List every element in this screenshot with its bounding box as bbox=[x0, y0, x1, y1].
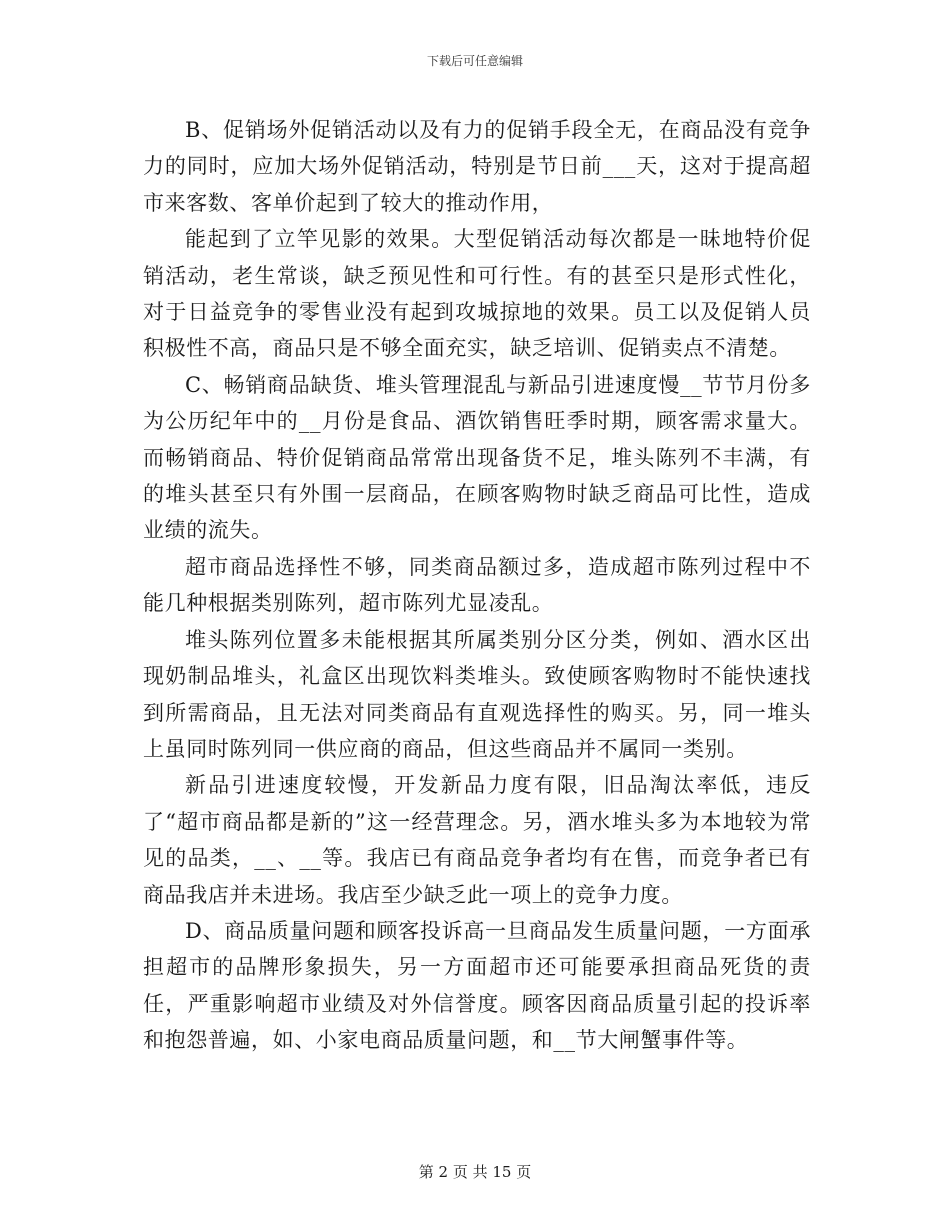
paragraph-b-promotion: B、促销场外促销活动以及有力的促销手段全无，在商品没有竞争力的同时，应加大场外促销活动，特别是节日前___天，这对于提高超市来客数、客单价起到了较大的推动作用， bbox=[143, 118, 811, 215]
paragraph-c-stockout: C、畅销商品缺货、堆头管理混乱与新品引进速度慢__节节月份多为公历纪年中的__月份是食品、酒饮销售旺季时期，顾客需求量大。而畅销商品、特价促销商品常常出现备货不足，堆头陈列不丰满，有的堆头甚至只有外围一层商品，在顾客购物时缺乏商品可比性，造成业绩的流失。 bbox=[143, 372, 811, 543]
paragraph-new-products: 新品引进速度较慢，开发新品力度有限，旧品淘汰率低，违反了“超市商品都是新的”这一经营理念。另，酒水堆头多为本地较为常见的品类，__、__等。我店已有商品竞争者均有在售，而竞争者已有商品我店并未进场。我店至少缺乏此一项上的竞争力度。 bbox=[143, 773, 811, 907]
page-number: 第 2 页 共 15 页 bbox=[418, 1163, 532, 1181]
paragraph-d-quality: D、商品质量问题和顾客投诉高一旦商品发生质量问题，一方面承担超市的品牌形象损失，另一方面超市还可能要承担商品死货的责任，严重影响超市业绩及对外信誉度。顾客因商品质量引起的投诉率和抱怨普遍，如、小家电商品质量问题，和__节大闸蟹事件等。 bbox=[143, 918, 811, 1053]
paragraph-display-position: 堆头陈列位置多未能根据其所属类别分区分类，例如、酒水区出现奶制品堆头，礼盒区出现饮料类堆头。致使顾客购物时不能快速找到所需商品，且无法对同类商品有直观选择性的购买。另，同一堆头上虽同时陈列同一供应商的商品，但这些商品并不属同一类别。 bbox=[143, 627, 811, 761]
header-note: 下载后可任意编辑 bbox=[426, 54, 523, 68]
document-body bbox=[143, 112, 811, 1059]
paragraph-selection: 超市商品选择性不够，同类商品额过多，造成超市陈列过程中不能几种根据类别陈列，超市陈列尤显凌乱。 bbox=[143, 554, 811, 616]
paragraph-promotion-effect: 能起到了立竿见影的效果。大型促销活动每次都是一昧地特价促销活动，老生常谈，缺乏预见性和可行性。有的甚至只是形式性化，对于日益竞争的零售业没有起到攻城掠地的效果。员工以及促销人员积极性不高，商品只是不够全面充实，缺乏培训、促销卖点不清楚。 bbox=[143, 227, 811, 361]
